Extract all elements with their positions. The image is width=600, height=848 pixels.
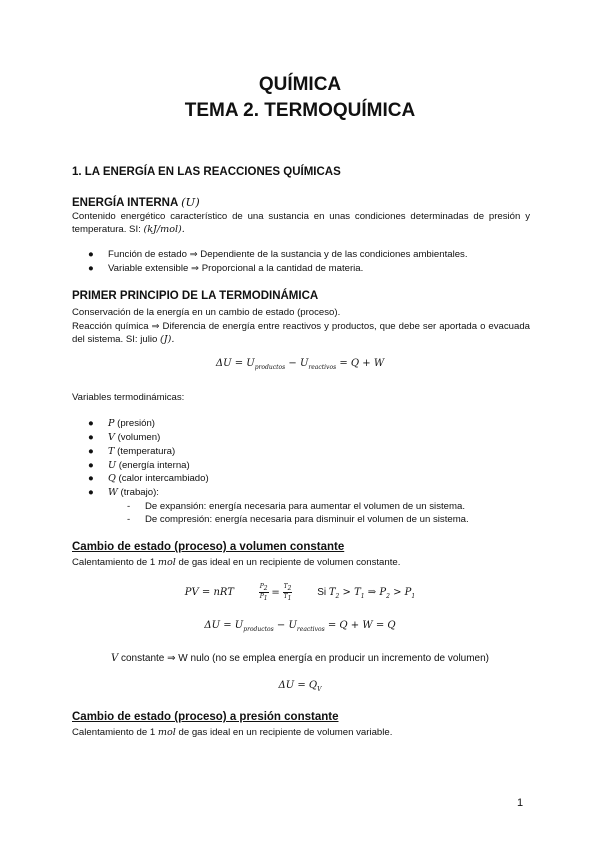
energia-interna-symbol: (U)	[181, 195, 200, 209]
isochoric-equation: $\Delta U = U_{productos} - U_{reactivos} = Q + W = Q$	[204, 620, 396, 633]
primer-principio-unit: (J).	[160, 334, 175, 346]
primer-principio-line2	[72, 320, 530, 346]
list-item: ● P (presión)	[88, 418, 155, 429]
doc-title-topic: TEMA 2. TERMOQUÍMICA	[184, 100, 416, 121]
section-1-heading: 1. LA ENERGÍA EN LAS REACCIONES QUÍMICAS	[72, 166, 341, 178]
energia-interna-label: ENERGÍA INTERNA	[72, 197, 178, 209]
list-item: ● Función de estado ⇒ Dependiente de la sustancia y de las condiciones ambientales.	[88, 249, 468, 260]
variables-intro: Variables termodinámicas:	[72, 392, 185, 403]
qv-equation: $\Delta U = Q_V$	[278, 680, 322, 693]
primer-principio-line2-text: Reacción química ⇒ Diferencia de energía entre reactivos y productos, que debe ser aportada o evacuada del sistema. SI: julio	[72, 321, 530, 346]
page-number: 1	[517, 797, 524, 809]
sub-list-item: - De expansión: energía necesaria para aumentar el volumen de un sistema.	[127, 501, 465, 512]
bullet-text: Función de estado ⇒ Dependiente de la sustancia y de las condiciones ambientales.	[108, 249, 468, 260]
primer-principio-line1: Conservación de la energía en un cambio de estado (proceso).	[72, 307, 341, 318]
presion-constante-heading: Cambio de estado (proceso) a presión constante	[72, 711, 339, 723]
list-item: ● V (volumen)	[88, 432, 161, 443]
volumen-constante-heading: Cambio de estado (proceso) a volumen constante	[72, 541, 345, 553]
primer-principio-heading: PRIMER PRINCIPIO DE LA TERMODINÁMICA	[72, 290, 319, 302]
ideal-gas-equation: PV = nRT $\frac{P_2}{P_1}$ = $\frac{T_2}{T_1}$ Si $T_2 > T_1$ ⇒ $P_2 > P_1$	[184, 583, 416, 603]
sub-list-item: - De compresión: energía necesaria para disminuir el volumen de un sistema.	[127, 514, 469, 525]
list-item: ● Variable extensible ⇒ Proporcional a la cantidad de materia.	[88, 263, 364, 274]
doc-title-subject: QUÍMICA	[258, 74, 342, 95]
presion-constante-intro: Calentamiento de 1 mol de gas ideal en un recipiente de volumen variable.	[72, 727, 393, 738]
first-law-equation: $\Delta U = U_{productos} - U_{reactivos} = Q + W$	[215, 358, 385, 371]
bullet-text: Variable extensible ⇒ Proporcional a la cantidad de materia.	[108, 263, 364, 274]
energia-interna-desc	[72, 210, 530, 236]
list-item: ● W (trabajo):	[88, 487, 159, 498]
energia-interna-heading	[72, 195, 200, 209]
list-item: ● U (energía interna)	[88, 460, 190, 471]
list-item: ● Q (calor intercambiado)	[88, 473, 209, 484]
list-item: ● T (temperatura)	[88, 446, 176, 457]
energia-interna-unit: (kJ/mol).	[143, 224, 185, 236]
volumen-constante-intro: Calentamiento de 1 mol de gas ideal en un recipiente de volumen constante.	[72, 557, 401, 568]
energia-interna-desc-text: Contenido energético característico de una sustancia en unas condiciones determinadas de presión y temperatura. SI:	[72, 211, 530, 236]
volume-constant-note: V constante ⇒ W nulo (no se emplea energía en producir un incremento de volumen)	[110, 653, 490, 664]
